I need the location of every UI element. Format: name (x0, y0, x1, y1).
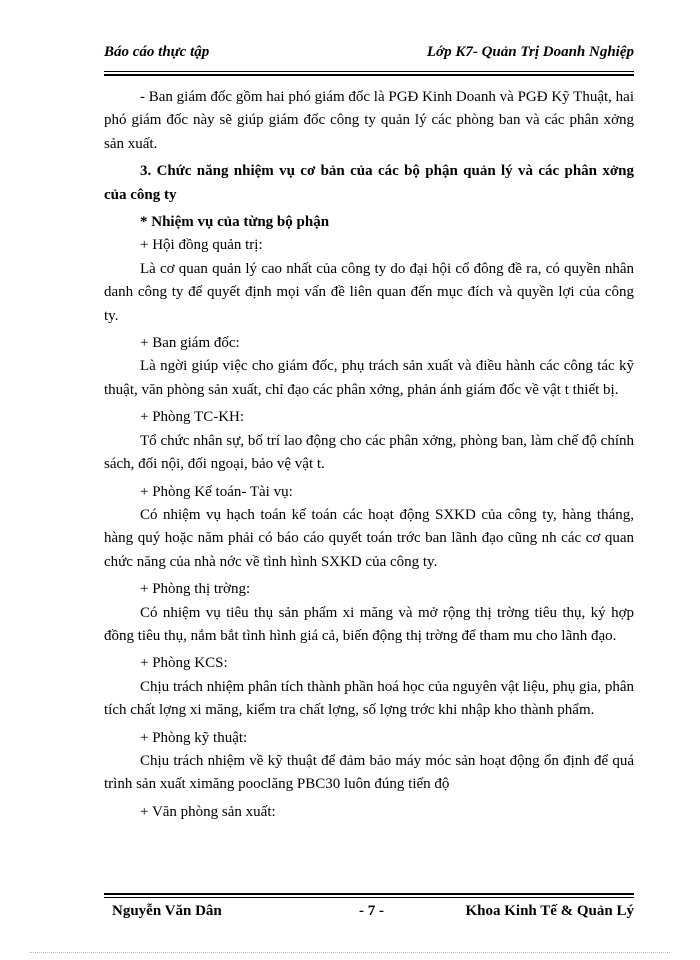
footer-faculty: Khoa Kinh Tế & Quản Lý (465, 903, 634, 919)
paragraph: + Ban giám đốc: (140, 335, 240, 352)
paragraph: + Phòng KCS: (140, 655, 228, 672)
paragraph: + Phòng TC-KH: (140, 409, 245, 426)
footer-rule-thick (104, 893, 634, 895)
paragraph: + Văn phòng sản xuất: (140, 803, 276, 820)
document-body (104, 86, 634, 824)
footer-page-number: - 7 - (359, 903, 384, 919)
paragraph: Chịu trách nhiệm về kỹ thuật để đảm bảo máy móc sản hoạt động ổn định để quá trình sản xuất ximăng pooclăng PBC30 luôn đúng tiến độ (104, 752, 634, 793)
paragraph: Chịu trách nhiệm phân tích thành phần hoá học của nguyên vật liệu, phụ gia, phân tích chất lợng xi măng, kiểm tra chất lợng, số lợng trớc khi nhập kho thành phẩm. (104, 678, 634, 719)
paragraph: + Phòng Kế toán- Tài vụ: (140, 483, 293, 500)
paragraph: Có nhiệm vụ tiêu thụ sản phẩm xi măng và mở rộng thị trờng tiêu thụ, ký hợp đồng tiêu thụ, nắm bắt tình hình giá cả, biến động thị trờng để tham mu cho lãnh đạo. (104, 604, 634, 644)
page-footer (104, 903, 634, 925)
paragraph: Là ngời giúp việc cho giám đốc, phụ trách sản xuất và điều hành các công tác kỹ thuật, văn phòng sản xuất, chỉ đạo các phân xởng, phản ánh giám đốc về vật t thiết bị. (104, 358, 634, 398)
header-report-title: Báo cáo thực tập (104, 44, 210, 60)
paragraph: * Nhiệm vụ của từng bộ phận (140, 214, 330, 231)
header-rule-thick (104, 74, 634, 76)
paragraph: 3. Chức năng nhiệm vụ cơ bản của các bộ phận quản lý và các phân xởng của công ty (104, 163, 634, 203)
header-class-name: Lớp K7- Quản Trị Doanh Nghiệp (426, 44, 634, 60)
paragraph: Là cơ quan quản lý cao nhất của công ty do đại hội cổ đông đề ra, có quyền nhân danh công ty để quyết định mọi vấn đề liên quan đến mục đích và quyền lợi của công ty. (104, 260, 634, 324)
paragraph: - Ban giám đốc gồm hai phó giám đốc là PGĐ Kinh Doanh và PGĐ Kỹ Thuật, hai phó giám đốc này sẽ giúp giám đốc công ty quản lý các phòng ban và các phân xởng sản xuất. (104, 89, 634, 152)
footer-rule (104, 897, 634, 898)
paragraph: Tổ chức nhân sự, bố trí lao động cho các phân xởng, phòng ban, làm chế độ chính sách, đối nội, đối ngoại, bảo vệ vật t. (104, 432, 634, 473)
header-rule (104, 71, 634, 72)
footer-author: Nguyễn Văn Dân (112, 903, 222, 919)
paragraph: + Hội đồng quản trị: (140, 237, 263, 254)
page-break-line (30, 952, 670, 953)
page-header (104, 44, 634, 66)
paragraph: + Phòng thị trờng: (140, 581, 251, 598)
paragraph: + Phòng kỹ thuật: (140, 729, 248, 746)
paragraph: Có nhiệm vụ hạch toán kế toán các hoạt động SXKD của công ty, hàng tháng, hàng quý hoặc năm phải có báo cáo quyết toán trớc ban lãnh đạo cũng nh các cơ quan chức năng của nhà nớc về tình hình SXKD của công ty. (104, 506, 634, 570)
